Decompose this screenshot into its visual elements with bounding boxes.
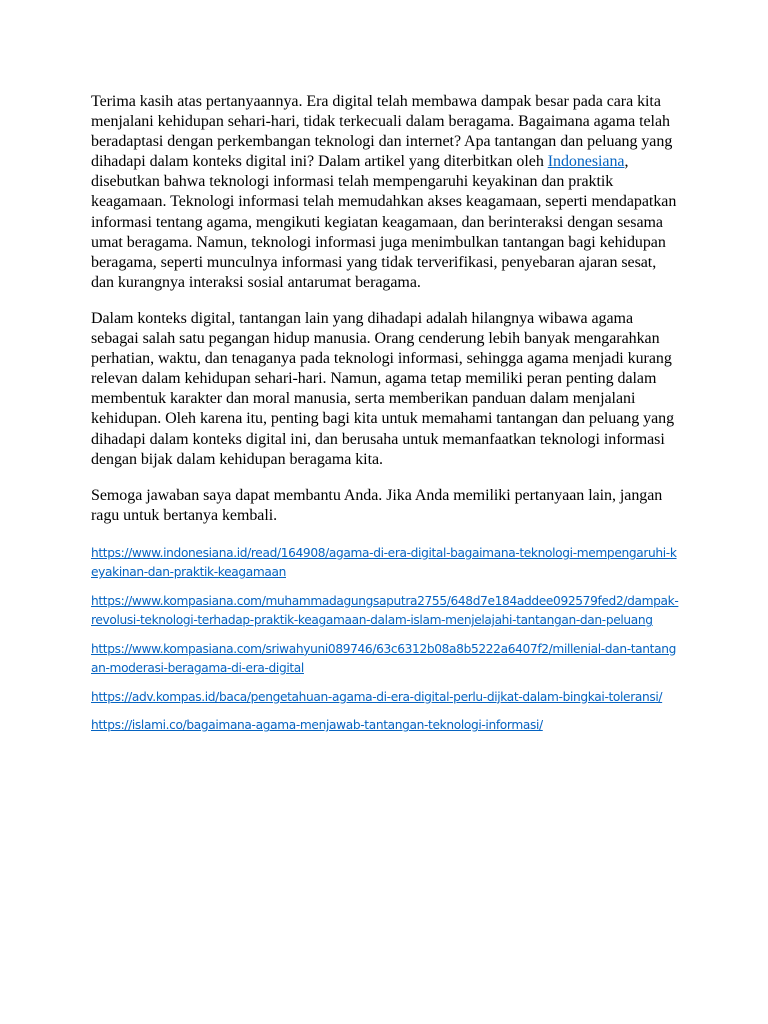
reference-link-4[interactable]: https://adv.kompas.id/baca/pengetahuan-agama-di-era-digital-perlu-dijkat-dalam-bingkai-toleransi/: [91, 689, 663, 704]
paragraph-1-text-after-link: , disebutkan bahwa teknologi informasi telah mempengaruhi keyakinan dan praktik keagamaan. Teknologi informasi telah memudahkan akses keagamaan, seperti mendapatkan informasi tentang agama, mengikuti kegiatan keagamaan, dan berinteraksi dengan sesama umat beragama. Namun, teknologi informasi juga menimbulkan tantangan bagi kehidupan beragama, seperti munculnya informasi yang tidak terverifikasi, penyebaran ajaran sesat, dan kurangnya interaksi sosial antarumat beragama.: [91, 153, 677, 291]
reference-item: [91, 544, 681, 583]
reference-link-2[interactable]: https://www.kompasiana.com/muhammadagungsaputra2755/648d7e184addee092579fed2/dampak-revolusi-teknologi-terhadap-praktik-keagamaan-dalam-islam-menjelajahi-tantangan-dan-peluang: [91, 593, 679, 628]
reference-link-5[interactable]: https://islami.co/bagaimana-agama-menjawab-tantangan-teknologi-informasi/: [91, 718, 543, 733]
paragraph-1: [91, 92, 681, 293]
paragraph-1-text-before-link: Terima kasih atas pertanyaannya. Era digital telah membawa dampak besar pada cara kita menjalani kehidupan sehari-hari, tidak terkecuali dalam beragama. Bagaimana agama telah beradaptasi dengan perkembangan teknologi dan internet? Apa tantangan dan peluang yang dihadapi dalam konteks digital ini? Dalam artikel yang diterbitkan oleh: [91, 93, 673, 171]
reference-item: [91, 592, 681, 631]
reference-list: [91, 544, 681, 736]
paragraph-3: Semoga jawaban saya dapat membantu Anda. Jika Anda memiliki pertanyaan lain, jangan ragu untuk bertanya kembali.: [91, 486, 663, 524]
document-body: [91, 92, 681, 745]
indonesiana-link[interactable]: Indonesiana: [547, 153, 625, 171]
paragraph-2: Dalam konteks digital, tantangan lain yang dihadapi adalah hilangnya wibawa agama sebagai salah satu pegangan hidup manusia. Orang cenderung lebih banyak mengarahkan perhatian, waktu, dan tenaganya pada teknologi informasi, sehingga agama menjadi kurang relevan dalam kehidupan sehari-hari. Namun, agama tetap memiliki peran penting dalam membentuk karakter dan moral manusia, serta memberikan panduan dalam menjalani kehidupan. Oleh karena itu, penting bagi kita untuk memahami tantangan dan peluang yang dihadapi dalam konteks digital ini, dan berusaha untuk memanfaatkan teknologi informasi dengan bijak dalam kehidupan beragama kita.: [91, 309, 675, 468]
reference-link-1[interactable]: https://www.indonesiana.id/read/164908/agama-di-era-digital-bagaimana-teknologi-mempengaruhi-keyakinan-dan-praktik-keagamaan: [91, 545, 677, 580]
reference-link-3[interactable]: https://www.kompasiana.com/sriwahyuni089746/63c6312b08a8b5222a6407f2/millenial-dan-tantangan-moderasi-beragama-di-era-digital: [91, 641, 676, 676]
reference-item: [91, 716, 681, 736]
reference-item: [91, 640, 681, 679]
reference-item: [91, 688, 681, 708]
